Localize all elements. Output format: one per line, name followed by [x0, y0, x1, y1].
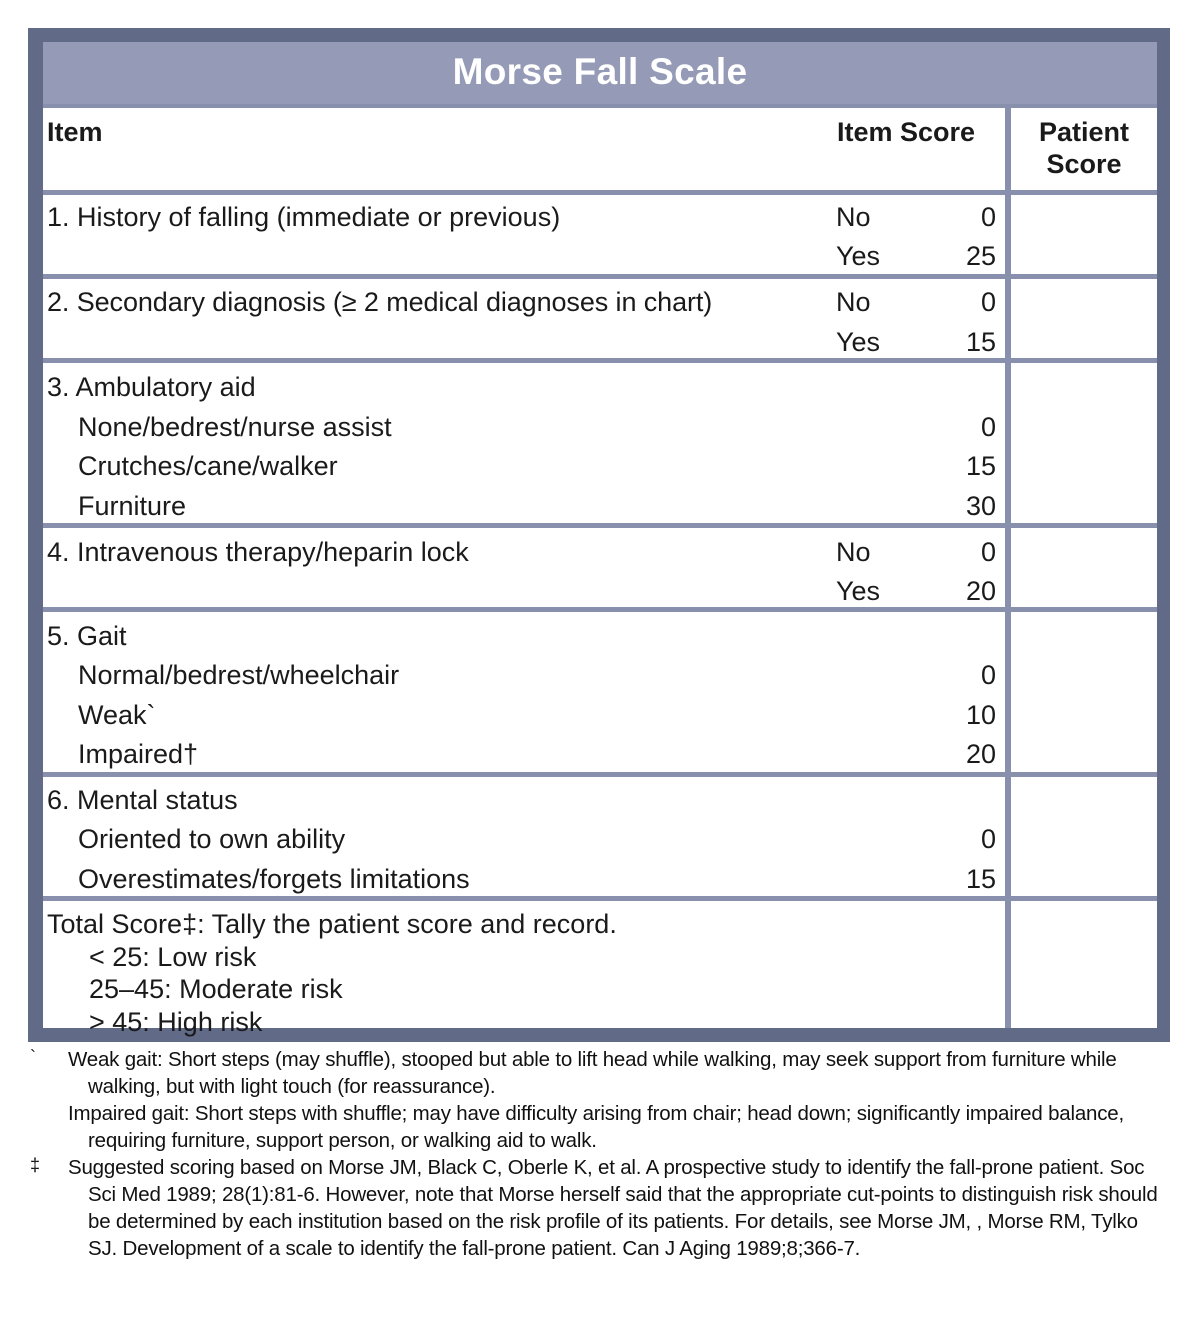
item-2-option-yes: Yes: [836, 327, 881, 357]
item-2-option-no: No: [836, 287, 871, 317]
item-5-option-2: Weak`: [78, 700, 156, 730]
header-item: Item: [47, 117, 103, 147]
item-4-label: 4. Intravenous therapy/heparin lock: [47, 537, 469, 567]
item-6-score-1: 0: [980, 824, 996, 854]
footnote-marker: `: [30, 1047, 36, 1067]
item-5-score-1: 0: [980, 660, 996, 690]
header-patient-score-line2: Score: [1046, 149, 1122, 179]
row-divider: [43, 896, 1157, 901]
item-3-score-1: 0: [980, 412, 996, 442]
header-patient-score-line1: Patient: [1038, 117, 1130, 147]
item-5-score-3: 20: [965, 739, 996, 769]
row-divider: [43, 772, 1157, 777]
footnote-text: Impaired gait: Short steps with shuffle; may have difficulty arising from chair; head down; significantly impaired balance, requiring furniture, support person, or walking aid to walk.: [68, 1102, 1124, 1152]
row-divider: [43, 190, 1157, 195]
footnotes: [30, 1046, 1170, 1262]
item-5-score-2: 10: [965, 700, 996, 730]
row-divider: [43, 607, 1157, 612]
item-1-option-no: No: [836, 202, 871, 232]
row-divider: [43, 274, 1157, 279]
item-3-score-2: 15: [965, 451, 996, 481]
risk-low: < 25: Low risk: [89, 942, 257, 972]
item-4-score-yes: 20: [965, 576, 996, 606]
item-5-option-3: Impaired†: [78, 739, 199, 769]
table-body: [43, 42, 1157, 1037]
footnote-impaired-gait: [30, 1100, 1170, 1154]
item-3-option-1: None/bedrest/nurse assist: [78, 412, 392, 442]
table-title: Morse Fall Scale: [43, 42, 1157, 108]
item-3-score-3: 30: [965, 491, 996, 521]
item-2-label: 2. Secondary diagnosis (≥ 2 medical diagnoses in chart): [47, 287, 713, 317]
row-divider: [43, 523, 1157, 528]
footnote-marker: ‡: [30, 1155, 40, 1175]
item-4-score-no: 0: [980, 537, 996, 567]
item-2-score-no: 0: [980, 287, 996, 317]
footnote-weak-gait: [30, 1046, 1170, 1100]
item-1-option-yes: Yes: [836, 241, 881, 271]
item-6-score-2: 15: [965, 864, 996, 894]
footnote-scoring-reference: [30, 1154, 1170, 1262]
item-5-label: 5. Gait: [47, 621, 127, 651]
item-4-option-no: No: [836, 537, 871, 567]
risk-high: > 45: High risk: [89, 1007, 263, 1037]
item-4-option-yes: Yes: [836, 576, 881, 606]
total-score-label: Total Score‡: Tally the patient score and record.: [47, 909, 617, 939]
row-divider: [43, 358, 1157, 363]
item-3-option-2: Crutches/cane/walker: [78, 451, 338, 481]
risk-moderate: 25–45: Moderate risk: [89, 974, 343, 1004]
item-6-option-1: Oriented to own ability: [78, 824, 346, 854]
item-1-score-yes: 25: [965, 241, 996, 271]
table-grid: [43, 108, 1157, 1037]
header-item-score: Item Score: [837, 117, 976, 147]
item-6-label: 6. Mental status: [47, 785, 238, 815]
patient-score-column-divider: [1005, 108, 1011, 1028]
item-1-score-no: 0: [980, 202, 996, 232]
footnote-text: Weak gait: Short steps (may shuffle), stooped but able to lift head while walking, may seek support from furniture while walking, but with light touch (for reassurance).: [68, 1048, 1117, 1098]
item-5-option-1: Normal/bedrest/wheelchair: [78, 660, 400, 690]
item-1-label: 1. History of falling (immediate or previous): [47, 202, 561, 232]
morse-fall-scale-table: [28, 28, 1170, 1042]
item-2-score-yes: 15: [965, 327, 996, 357]
footnote-text: Suggested scoring based on Morse JM, Black C, Oberle K, et al. A prospective study to identify the fall-prone patient. Soc Sci Med 1989; 28(1):81-6. However, note that Morse herself said that the appropriate cut-points to distinguish risk should be determined by each institution based on the risk profile of its patients. For details, see Morse JM, , Morse RM, Tylko SJ. Development of a scale to identify the fall-prone patient. Can J Aging 1989;8;366-7.: [68, 1156, 1158, 1260]
item-6-option-2: Overestimates/forgets limitations: [78, 864, 470, 894]
item-3-option-3: Furniture: [78, 491, 187, 521]
item-3-label: 3. Ambulatory aid: [47, 372, 256, 402]
